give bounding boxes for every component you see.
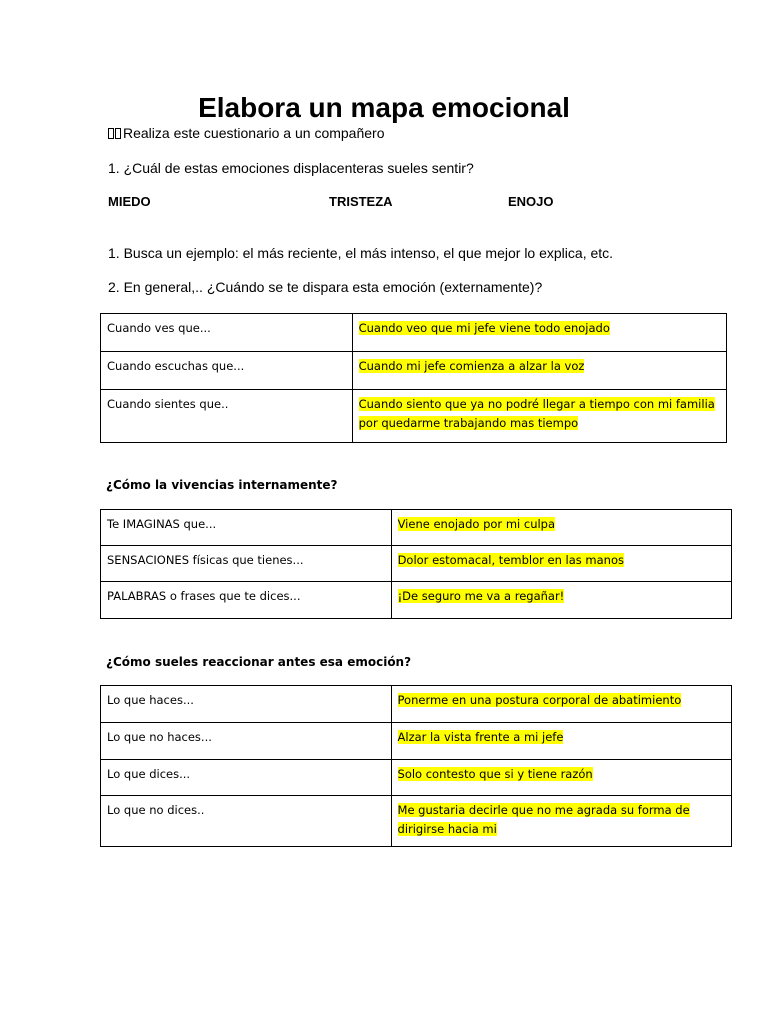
internal-table [100, 509, 732, 619]
table-cell-prompt: Lo que dices... [101, 760, 392, 796]
table-cell-answer [391, 546, 731, 582]
table-cell-prompt: PALABRAS o frases que te dices... [101, 582, 392, 619]
table-cell-answer [391, 760, 731, 796]
table-cell-answer [391, 582, 731, 619]
highlighted-answer: Solo contesto que si y tiene razón [397, 767, 593, 781]
trigger-table [100, 313, 727, 443]
question-1: 1. ¿Cuál de estas emociones displacenteras sueles sentir? [108, 160, 474, 176]
highlighted-answer: Viene enojado por mi culpa [397, 517, 556, 531]
table-row [101, 686, 732, 723]
emotion-miedo: MIEDO [108, 194, 151, 209]
table-row [101, 352, 727, 390]
table-cell-answer [391, 796, 731, 847]
instruction-1: 1. Busca un ejemplo: el más reciente, el más intenso, el que mejor lo explica, etc. [108, 245, 614, 261]
table-cell-prompt: SENSACIONES físicas que tienes... [101, 546, 392, 582]
missing-glyph-icon [108, 125, 122, 143]
highlighted-answer: ¡De seguro me va a regañar! [397, 589, 565, 603]
highlighted-answer: Alzar la vista frente a mi jefe [397, 730, 564, 744]
table-cell-answer [391, 686, 731, 723]
table-row [101, 390, 727, 443]
section-3-title: ¿Cómo sueles reaccionar antes esa emoción? [106, 655, 412, 669]
highlighted-answer: Cuando mi jefe comienza a alzar la voz [358, 359, 585, 373]
table-cell-prompt: Cuando ves que... [101, 314, 353, 352]
table-row [101, 760, 732, 796]
table-row [101, 546, 732, 582]
intro-text: Realiza este cuestionario a un compañero [123, 125, 385, 141]
table-cell-answer [391, 510, 731, 546]
emotion-enojo: ENOJO [508, 194, 554, 209]
table-cell-answer [352, 390, 726, 443]
table-cell-prompt: Cuando escuchas que... [101, 352, 353, 390]
table-row [101, 314, 727, 352]
highlighted-answer: Dolor estomacal, temblor en las manos [397, 553, 624, 567]
table-row [101, 723, 732, 760]
table-cell-prompt: Cuando sientes que.. [101, 390, 353, 443]
table-cell-prompt: Te IMAGINAS que... [101, 510, 392, 546]
table-row [101, 796, 732, 847]
highlighted-answer-line-2: dirigirse hacia mi [397, 822, 497, 836]
table-cell-prompt: Lo que no haces... [101, 723, 392, 760]
table-row [101, 582, 732, 619]
highlighted-answer: Ponerme en una postura corporal de abatimiento [397, 693, 682, 707]
highlighted-answer-line-2: por quedarme trabajando mas tiempo [358, 416, 579, 430]
table-cell-prompt: Lo que no dices.. [101, 796, 392, 847]
section-2-title: ¿Cómo la vivencias internamente? [106, 478, 338, 492]
table-cell-answer [391, 723, 731, 760]
highlighted-answer: Cuando veo que mi jefe viene todo enojado [358, 321, 610, 335]
table-cell-answer [352, 352, 726, 390]
question-2: 2. En general,.. ¿Cuándo se te dispara esta emoción (externamente)? [108, 279, 543, 295]
intro-line [108, 124, 385, 143]
table-row [101, 510, 732, 546]
table-cell-answer [352, 314, 726, 352]
highlighted-answer-line-1: Cuando siento que ya no podré llegar a tiempo con mi familia [358, 397, 715, 411]
table-cell-prompt: Lo que haces... [101, 686, 392, 723]
highlighted-answer-line-1: Me gustaria decirle que no me agrada su forma de [397, 803, 690, 817]
emotion-tristeza: TRISTEZA [329, 194, 393, 209]
reaction-table [100, 685, 732, 847]
page-title: Elabora un mapa emocional [198, 92, 570, 123]
